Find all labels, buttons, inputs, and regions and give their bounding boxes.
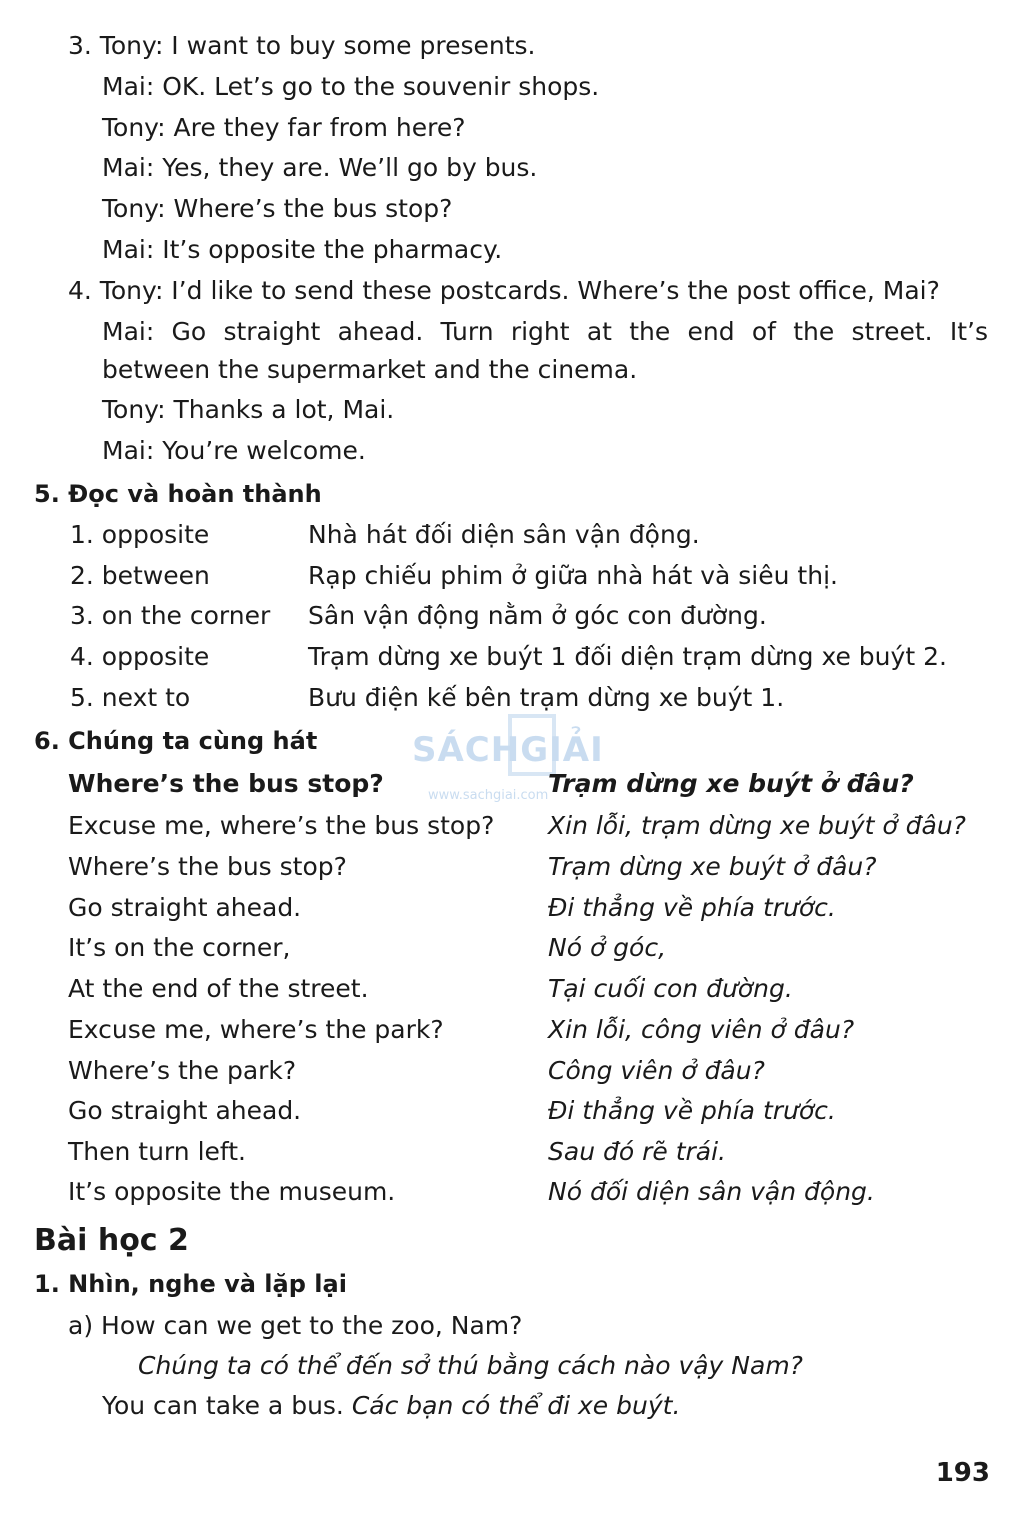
section-heading: 5. Đọc và hoàn thành <box>34 480 322 508</box>
song-line-en: Go straight ahead. <box>68 893 302 922</box>
song-line-en: Excuse me, where’s the park? <box>68 1015 444 1044</box>
song-line-en: Where’s the bus stop? <box>68 852 347 881</box>
section-heading: 6. Chúng ta cùng hát <box>34 727 318 755</box>
dialogue-line: 4. Tony: I’d like to send these postcards. Where’s the post office, Mai? <box>68 276 940 305</box>
translation-cell: Sân vận động nằm ở góc con đường. <box>308 601 767 630</box>
song-line-vi: Đi thẳng về phía trước. <box>548 893 836 922</box>
dialogue-line: 3. Tony: I want to buy some presents. <box>68 31 536 60</box>
answer-cell: 3. on the corner <box>70 601 271 630</box>
translation-cell: Rạp chiếu phim ở giữa nhà hát và siêu thị. <box>308 561 838 590</box>
song-line-vi: Sau đó rẽ trái. <box>548 1137 726 1166</box>
answer-cell: 1. opposite <box>70 520 210 549</box>
dialogue-line: Tony: Are they far from here? <box>102 113 466 142</box>
song-line-en: Go straight ahead. <box>68 1096 302 1125</box>
song-title-vi: Trạm dừng xe buýt ở đâu? <box>548 769 914 798</box>
dialogue-line: Mai: You’re welcome. <box>102 436 366 465</box>
song-line-vi: Đi thẳng về phía trước. <box>548 1096 836 1125</box>
translation-cell: Trạm dừng xe buýt 1 đối diện trạm dừng xe buýt 2. <box>308 642 947 671</box>
song-line-vi: Công viên ở đâu? <box>548 1056 765 1085</box>
song-line-en: Then turn left. <box>68 1137 247 1166</box>
dialogue-line: Mai: OK. Let’s go to the souvenir shops. <box>102 72 600 101</box>
answer-vi: Các bạn có thể đi xe buýt. <box>351 1391 681 1420</box>
song-line-vi: Nó đối diện sân vận động. <box>548 1177 875 1206</box>
dialogue-line: Mai: Yes, they are. We’ll go by bus. <box>102 153 538 182</box>
answer-line <box>102 1390 680 1422</box>
song-line-en: Where’s the park? <box>68 1056 297 1085</box>
answer-cell: 5. next to <box>70 683 191 712</box>
question-translation: Chúng ta có thể đến sở thú bằng cách nào vậy Nam? <box>138 1351 803 1380</box>
watermark-url: www.sachgiai.com <box>428 788 549 803</box>
song-line-vi: Nó ở góc, <box>548 933 667 962</box>
watermark-brand: SÁCHGIẢI <box>412 730 604 770</box>
song-line-vi: Trạm dừng xe buýt ở đâu? <box>548 852 877 881</box>
lesson-title: Bài học 2 <box>34 1223 189 1258</box>
question-line: a) How can we get to the zoo, Nam? <box>68 1311 523 1340</box>
answer-cell: 2. between <box>70 561 210 590</box>
dialogue-line: Tony: Where’s the bus stop? <box>102 194 453 223</box>
song-line-vi: Tại cuối con đường. <box>548 974 793 1003</box>
song-title-en: Where’s the bus stop? <box>68 769 384 798</box>
dialogue-line: Tony: Thanks a lot, Mai. <box>102 395 395 424</box>
song-line-vi: Xin lỗi, công viên ở đâu? <box>548 1015 855 1044</box>
translation-cell: Bưu điện kế bên trạm dừng xe buýt 1. <box>308 683 785 712</box>
answer-cell: 4. opposite <box>70 642 210 671</box>
dialogue-line: Mai: It’s opposite the pharmacy. <box>102 235 503 264</box>
song-line-en: At the end of the street. <box>68 974 369 1003</box>
dialogue-line: Mai: Go straight ahead. Turn right at the end of the street. It’s <box>102 317 988 346</box>
page-number: 193 <box>935 1458 990 1488</box>
song-line-en: It’s opposite the museum. <box>68 1177 396 1206</box>
dialogue-line: between the supermarket and the cinema. <box>102 355 638 384</box>
song-line-en: Excuse me, where’s the bus stop? <box>68 811 495 840</box>
translation-cell: Nhà hát đối diện sân vận động. <box>308 520 700 549</box>
song-line-en: It’s on the corner, <box>68 933 291 962</box>
song-line-vi: Xin lỗi, trạm dừng xe buýt ở đâu? <box>548 811 966 840</box>
section-heading: 1. Nhìn, nghe và lặp lại <box>34 1270 347 1298</box>
answer-en: You can take a bus. <box>102 1391 344 1420</box>
